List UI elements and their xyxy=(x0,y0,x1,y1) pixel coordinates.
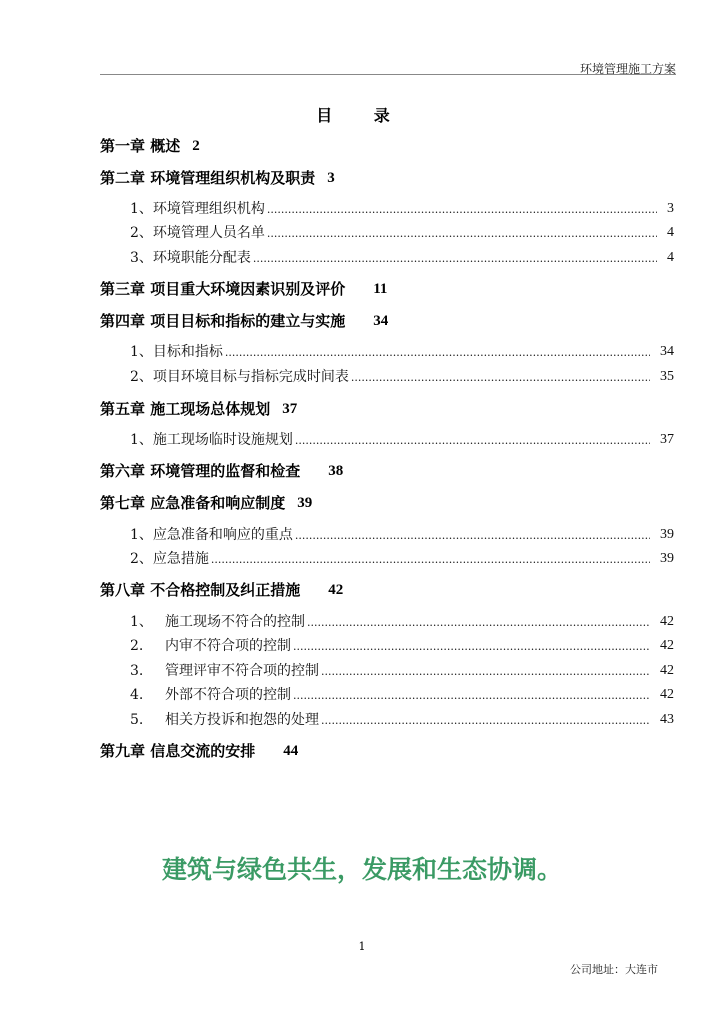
chapter-page: 37 xyxy=(282,401,298,417)
toc-item[interactable] xyxy=(100,611,674,633)
item-title: 内审不符合项的控制 xyxy=(165,638,291,654)
toc-chapter[interactable] xyxy=(100,460,674,482)
item-title: 外部不符合项的控制 xyxy=(165,687,291,703)
item-title: 项目环境目标与指标完成时间表 xyxy=(152,369,349,385)
chapter-page: 2 xyxy=(192,138,200,154)
item-title: 环境管理人员名单 xyxy=(152,225,265,241)
chapter-page: 38 xyxy=(328,463,344,479)
page-number: 1 xyxy=(358,940,366,953)
item-page: 39 xyxy=(660,551,674,566)
dot-leader xyxy=(267,198,657,220)
toc-item[interactable] xyxy=(100,548,674,570)
item-title: 管理评审不符合项的控制 xyxy=(165,663,319,679)
dot-leader xyxy=(211,548,650,570)
item-page: 42 xyxy=(660,687,674,702)
toc-item[interactable] xyxy=(100,660,674,682)
chapter-title: 第八章 不合格控制及纠正措施 xyxy=(100,581,301,599)
chapter-page: 34 xyxy=(373,313,389,329)
item-page: 43 xyxy=(660,712,674,727)
chapter-page: 44 xyxy=(283,743,299,759)
chapter-page: 11 xyxy=(373,281,388,297)
toc-chapter[interactable] xyxy=(100,310,674,332)
dot-leader xyxy=(321,660,650,682)
toc-chapter[interactable] xyxy=(100,740,674,762)
item-number: 1、 xyxy=(130,201,153,217)
header-divider xyxy=(100,74,676,75)
toc-chapter[interactable] xyxy=(100,492,674,514)
toc-item[interactable] xyxy=(100,524,674,546)
item-number: 1、 xyxy=(130,614,153,630)
dot-leader xyxy=(307,611,650,633)
dot-leader xyxy=(295,524,650,546)
item-title: 环境职能分配表 xyxy=(152,250,251,266)
dot-leader xyxy=(293,684,650,706)
toc-item[interactable] xyxy=(100,198,674,220)
toc-item[interactable] xyxy=(100,341,674,363)
running-header: 环境管理施工方案 xyxy=(579,62,676,76)
toc-chapter[interactable] xyxy=(100,579,674,601)
toc-chapter[interactable] xyxy=(100,167,674,189)
toc-item[interactable] xyxy=(100,429,674,451)
item-title: 施工现场不符合的控制 xyxy=(165,614,305,630)
toc-chapter[interactable] xyxy=(100,135,674,157)
chapter-title: 第一章 概述 xyxy=(100,137,181,155)
dot-leader xyxy=(321,709,650,731)
toc-chapter[interactable] xyxy=(100,398,674,420)
toc-item[interactable] xyxy=(100,366,674,388)
item-page: 42 xyxy=(660,638,674,653)
item-title: 应急措施 xyxy=(152,551,209,567)
slogan: 建筑与绿色共生，发展和生态协调。 xyxy=(161,855,562,884)
item-title: 相关方投诉和抱怨的处理 xyxy=(165,712,319,728)
dot-leader xyxy=(351,366,650,388)
item-page: 4 xyxy=(667,250,674,265)
toc-item[interactable] xyxy=(100,222,674,244)
item-title: 环境管理组织机构 xyxy=(152,201,265,217)
item-title: 目标和指标 xyxy=(152,344,223,360)
chapter-page: 39 xyxy=(297,495,313,511)
item-number: 3、 xyxy=(130,250,153,266)
toc-title: 目 录 xyxy=(316,106,408,125)
item-page: 42 xyxy=(660,614,674,629)
item-number: 4. xyxy=(130,687,144,703)
dot-leader xyxy=(295,429,650,451)
item-page: 4 xyxy=(667,225,674,240)
dot-leader xyxy=(225,341,650,363)
toc-item[interactable] xyxy=(100,247,674,269)
dot-leader xyxy=(267,222,657,244)
footer-address: 公司地址：大连市 xyxy=(570,963,658,976)
item-number: 1、 xyxy=(130,432,153,448)
item-page: 34 xyxy=(660,344,674,359)
item-title: 应急准备和响应的重点 xyxy=(152,527,293,543)
item-page: 37 xyxy=(660,432,674,447)
toc-item[interactable] xyxy=(100,635,674,657)
toc-item[interactable] xyxy=(100,684,674,706)
item-page: 35 xyxy=(660,369,674,384)
item-number: 1、 xyxy=(130,344,153,360)
chapter-title: 第五章 施工现场总体规划 xyxy=(100,400,271,418)
chapter-title: 第三章 项目重大环境因素识别及评价 xyxy=(100,280,346,298)
chapter-page: 3 xyxy=(327,170,335,186)
item-number: 2. xyxy=(130,638,144,654)
item-number: 3. xyxy=(130,663,144,679)
item-page: 39 xyxy=(660,527,674,542)
dot-leader xyxy=(293,635,650,657)
toc-chapter[interactable] xyxy=(100,278,674,300)
item-page: 3 xyxy=(667,201,674,216)
item-number: 2、 xyxy=(130,369,153,385)
item-number: 2、 xyxy=(130,225,153,241)
chapter-page: 42 xyxy=(328,582,344,598)
item-title: 施工现场临时设施规划 xyxy=(152,432,293,448)
item-number: 5. xyxy=(130,712,144,728)
item-page: 42 xyxy=(660,663,674,678)
item-number: 2、 xyxy=(130,551,153,567)
chapter-title: 第七章 应急准备和响应制度 xyxy=(100,494,286,512)
item-number: 1、 xyxy=(130,527,153,543)
chapter-title: 第六章 环境管理的监督和检查 xyxy=(100,462,301,480)
chapter-title: 第四章 项目目标和指标的建立与实施 xyxy=(100,312,346,330)
toc-item[interactable] xyxy=(100,709,674,731)
dot-leader xyxy=(253,247,657,269)
chapter-title: 第二章 环境管理组织机构及职责 xyxy=(100,169,316,187)
chapter-title: 第九章 信息交流的安排 xyxy=(100,742,256,760)
